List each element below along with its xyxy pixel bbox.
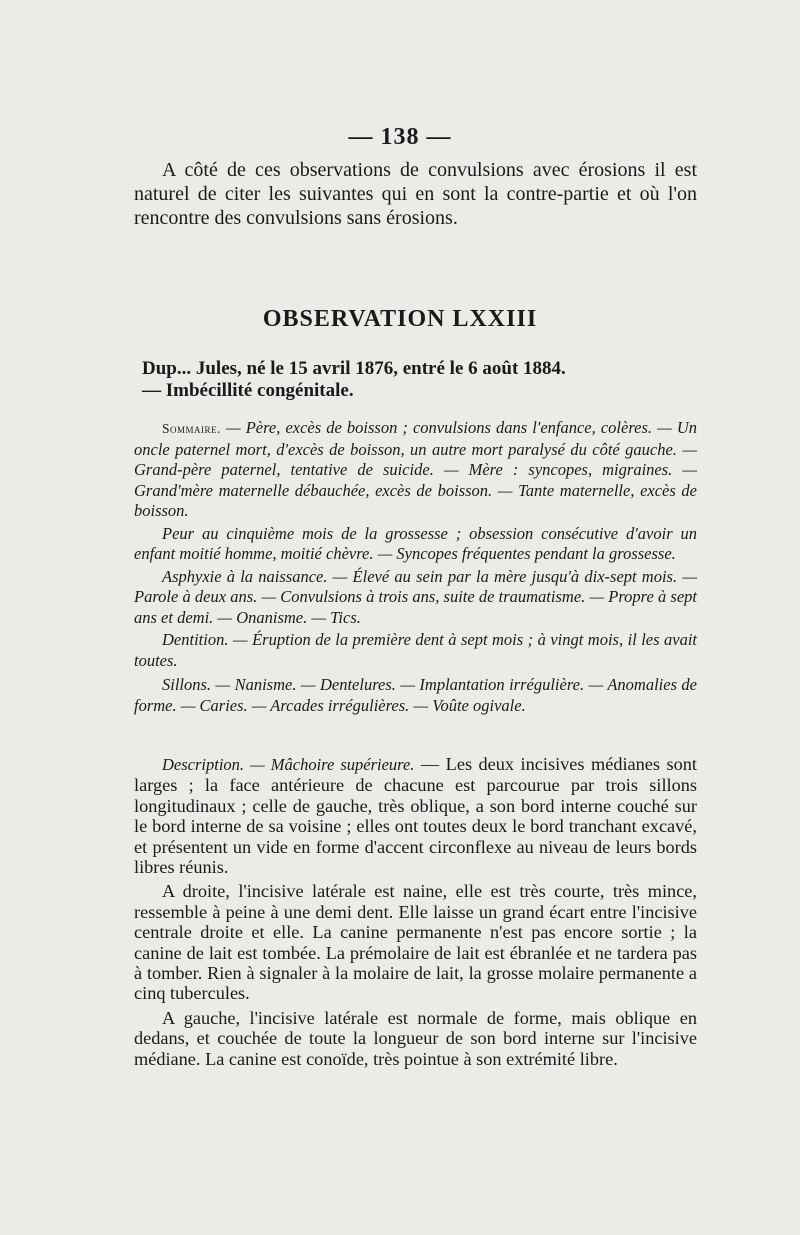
sommaire-pregnancy: Peur au cinquième mois de la grossesse ; obsession consécutive d'avoir un enfant moitié homme, moitié chèvre. — Syncopes fréquentes pendant la grossesse. [134, 523, 697, 563]
patient-heading [142, 358, 697, 402]
intro-paragraph: A côté de ces observations de convulsions avec érosions il est naturel de citer les suivantes qui en sont la contre-partie et où l'on rencontre des convulsions sans érosions. [134, 159, 697, 229]
sommaire-family-text: — Père, excès de boisson ; convulsions dans l'enfance, colères. — Un oncle paternel mort, d'excès de boisson, un autre mort paralysé du côté gauche. — Grand-père paternel, tentative de suicide. — Mère : syncopes, migraines. — Grand'mère maternelle débauchée, excès de boisson. — Tante maternelle, excès de boisson. [134, 418, 697, 520]
description-upper-jaw [134, 754, 697, 877]
sommaire-label: Sommaire. [162, 421, 221, 436]
page-number: — 138 — [348, 124, 452, 150]
description-right-side: A droite, l'incisive latérale est naine, elle est très courte, très mince, ressemble à peine à une demi dent. Elle laisse un grand écart entre l'incisive centrale droite et elle. La canine permanente n'est pas encore sortie ; la canine de lait est tombée. La prémolaire de lait est ébranlée et ne tardera pas à tomber. Rien à signaler à la molaire de lait, la grosse molaire permanente a cinq tubercules. [134, 881, 697, 1004]
patient-line: Dup... Jules, né le 15 avril 1876, entré le 6 août 1884. [142, 358, 566, 379]
sommaire-dentition: Dentition. — Éruption de la première dent à sept mois ; à vingt mois, il les avait toutes. [134, 630, 697, 670]
description-left-side: A gauche, l'incisive latérale est normale de forme, mais oblique en dedans, et couchée de toute la longueur de son bord interne sur l'incisive médiane. La canine est conoïde, très pointue à son extrémité libre. [134, 1007, 697, 1069]
description-section [134, 754, 697, 1069]
sommaire-anomalies: Sillons. — Nanisme. — Dentelures. — Implantation irrégulière. — Anomalies de forme. — Caries. — Arcades irrégulières. — Voûte ogivale. [134, 675, 697, 715]
sommaire-infancy: Asphyxie à la naissance. — Élevé au sein par la mère jusqu'à dix-sept mois. — Parole à deux ans. — Convulsions à trois ans, suite de traumatisme. — Propre à sept ans et demi. — Onanisme. — Tics. [134, 566, 697, 627]
observation-title: OBSERVATION LXXIII [262, 306, 538, 332]
sommaire-section [134, 418, 697, 716]
patient-diagnosis: — Imbécillité congénitale. [142, 380, 354, 401]
description-label: Description. — Mâchoire supérieure. [162, 755, 415, 774]
sommaire-family-history [134, 418, 697, 522]
description-upper-jaw-text: — Les deux incisives médianes sont larges ; la face antérieure de chacune est parcourue par trois sillons longitudinaux ; celle de gauche, très oblique, a son bord interne couché sur le bord interne de sa voisine ; elles ont toutes deux le bord tranchant excavé, et présentent un vide en forme d'accent circonflexe au niveau de leurs bords libres réunis. [134, 754, 697, 878]
